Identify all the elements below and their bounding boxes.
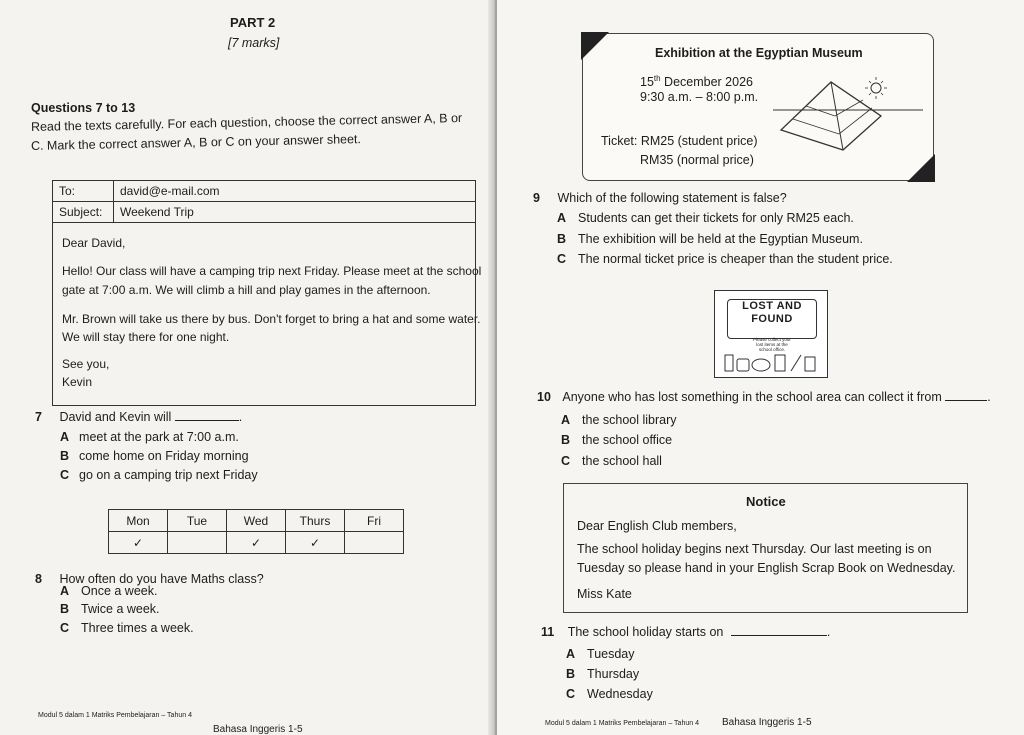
lost-and-found-sign — [714, 290, 828, 378]
day-cell: Thurs — [286, 510, 345, 532]
day-cell: Mon — [109, 510, 168, 532]
question-number: 11 — [541, 625, 555, 639]
questions-heading: Questions 7 to 13 — [31, 101, 136, 115]
email-para2-line2: We will stay there for one night. — [62, 330, 230, 344]
question-number: 10 — [537, 390, 551, 404]
lost-found-title-2: FOUND — [751, 313, 793, 325]
q10-option-c[interactable]: C the school hall — [561, 454, 662, 468]
email-para2-line1: Mr. Brown will take us there by bus. Don't forget to bring a hat and some water. — [62, 312, 481, 326]
tick-cell — [345, 532, 404, 554]
lost-found-subtext: Please collect your lost items at the school office. — [753, 337, 791, 352]
q8-option-a[interactable]: A Once a week. — [60, 584, 158, 598]
q11-option-c[interactable]: C Wednesday — [566, 687, 653, 701]
day-cell: Tue — [168, 510, 227, 532]
instructions-line-2: C. Mark the correct answer A, B or C on your answer sheet. — [30, 132, 362, 153]
question-stem: Anyone who has lost something in the school area can collect it from — [562, 390, 942, 404]
notice-sign: Miss Kate — [577, 587, 632, 601]
q11-option-b[interactable]: B Thursday — [566, 667, 640, 681]
exhibition-date: 15th December 2026 — [640, 74, 753, 90]
email-subject-key: Subject: — [53, 202, 114, 222]
question-number: 9 — [533, 191, 540, 205]
q10-option-a[interactable]: A the school library — [561, 413, 677, 427]
q9-option-c[interactable]: C The normal ticket price is cheaper than the student price. — [557, 252, 893, 266]
marks-label: [7 marks] — [228, 36, 280, 50]
question-stem: How often do you have Maths class? — [59, 572, 264, 586]
email-para1-line2: gate at 7:00 a.m. We will climb a hill and play games in the afternoon. — [62, 283, 431, 297]
email-signature: Kevin — [62, 375, 93, 389]
lost-items-icon — [721, 351, 821, 375]
answer-blank — [731, 625, 827, 636]
tick-cell: ✓ — [286, 532, 345, 554]
notice-line-2: Tuesday so please hand in your English Scrap Book on Wednesday. — [577, 561, 956, 575]
email-to-value: david@e-mail.com — [120, 184, 220, 198]
pyramid-icon — [773, 74, 933, 164]
question-10: 10 Anyone who has lost something in the school area can collect it from . — [537, 390, 991, 404]
exhibition-time: 9:30 a.m. – 8:00 p.m. — [640, 90, 759, 104]
left-page — [0, 0, 493, 735]
ticket-student: Ticket: RM25 (student price) — [601, 134, 758, 148]
q10-option-b[interactable]: B the school office — [561, 433, 673, 447]
q11-option-a[interactable]: A Tuesday — [566, 647, 635, 661]
day-cell: Fri — [345, 510, 404, 532]
maths-timetable — [108, 509, 404, 554]
part-title: PART 2 — [230, 15, 276, 30]
left-footer-module: Modul 5 dalam 1 Matriks Pembelajaran – Tahun 4 — [38, 712, 192, 719]
email-subject-value: Weekend Trip — [120, 205, 194, 219]
email-closing: See you, — [62, 357, 110, 371]
answer-blank — [945, 390, 987, 401]
q8-option-b[interactable]: B Twice a week. — [60, 602, 160, 616]
email-to-row — [53, 181, 475, 202]
email-subject-row — [53, 202, 475, 223]
q7-option-c[interactable]: C go on a camping trip next Friday — [60, 468, 258, 482]
timetable-days-row — [109, 510, 404, 532]
tick-cell: ✓ — [227, 532, 286, 554]
exhibition-poster — [582, 33, 934, 181]
email-card — [52, 180, 482, 406]
question-stem: Which of the following statement is false? — [557, 191, 787, 205]
notice-line-1: The school holiday begins next Thursday. Our last meeting is on — [577, 542, 932, 556]
q9-option-a[interactable]: A Students can get their tickets for only RM25 each. — [557, 211, 854, 225]
lost-found-title-box — [727, 299, 817, 339]
email-to-key: To: — [53, 181, 114, 201]
q9-option-b[interactable]: B The exhibition will be held at the Egyptian Museum. — [557, 232, 863, 246]
right-footer-subject: Bahasa Inggeris 1-5 — [722, 717, 812, 728]
lost-found-title-1: LOST AND — [742, 300, 802, 312]
notice-greeting: Dear English Club members, — [577, 519, 737, 533]
question-11: 11 The school holiday starts on . — [541, 625, 831, 639]
notice-title: Notice — [746, 494, 786, 509]
question-7: 7 David and Kevin will . — [35, 410, 243, 424]
email-greeting: Dear David, — [62, 236, 126, 250]
q7-option-b[interactable]: B come home on Friday morning — [60, 449, 249, 463]
exhibition-title: Exhibition at the Egyptian Museum — [655, 46, 863, 60]
email-para1-line1: Hello! Our class will have a camping trip next Friday. Please meet at the school — [62, 264, 482, 278]
question-9 — [533, 191, 787, 206]
left-footer-subject: Bahasa Inggeris 1-5 — [213, 724, 303, 735]
ticket-normal: RM35 (normal price) — [640, 153, 754, 167]
question-number: 7 — [35, 410, 42, 424]
question-number: 8 — [35, 572, 42, 586]
tick-cell: ✓ — [109, 532, 168, 554]
right-footer-module: Modul 5 dalam 1 Matriks Pembelajaran – Tahun 4 — [545, 720, 699, 727]
q8-option-c[interactable]: C Three times a week. — [60, 621, 194, 635]
tick-cell — [168, 532, 227, 554]
instructions-line-1: Read the texts carefully. For each question, choose the correct answer A, B or — [30, 110, 463, 134]
answer-blank — [175, 410, 239, 421]
corner-tab-icon — [581, 32, 611, 62]
notice-card — [563, 483, 968, 613]
question-stem: David and Kevin will — [59, 410, 172, 424]
timetable-marks-row — [109, 532, 404, 554]
question-stem: The school holiday starts on — [567, 625, 724, 639]
q7-option-a[interactable]: A meet at the park at 7:00 a.m. — [60, 430, 239, 444]
day-cell: Wed — [227, 510, 286, 532]
